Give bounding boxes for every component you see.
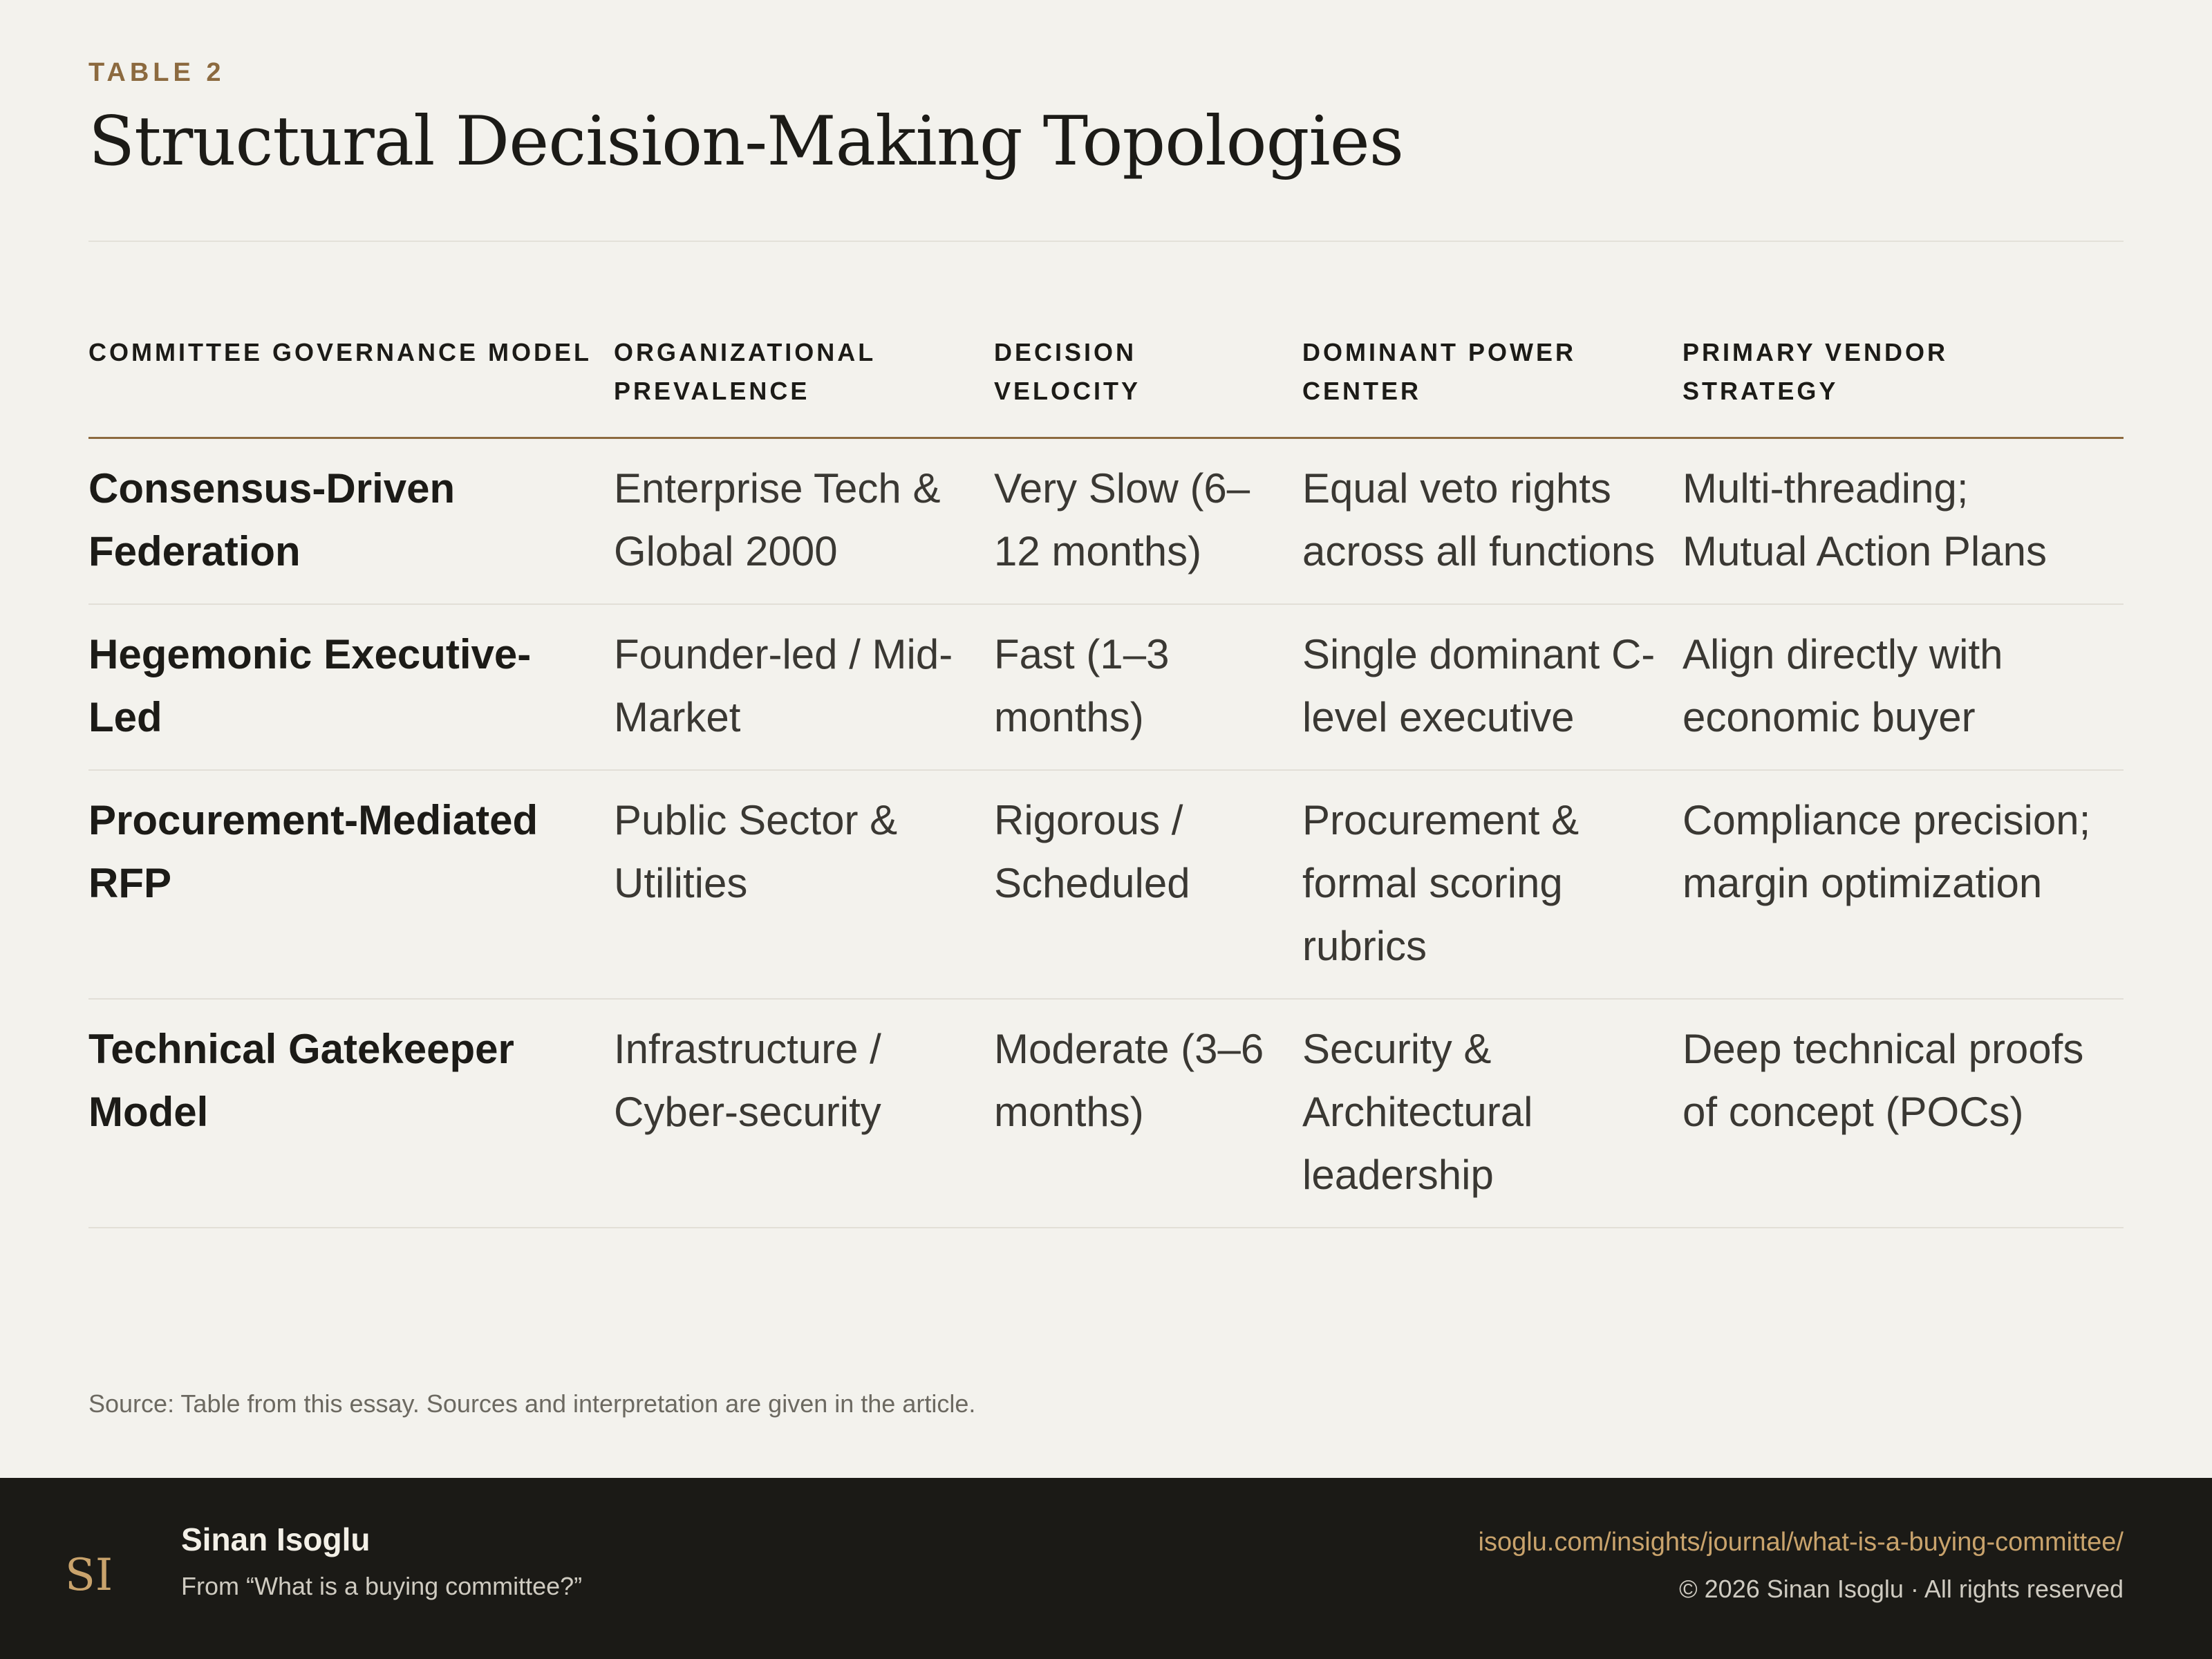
footer [0, 1478, 2212, 1659]
logo-text: SI [65, 1550, 113, 1601]
governance-model-cell: Procurement-Mediated RFP [88, 770, 614, 999]
si-monogram-icon [62, 1541, 124, 1604]
copyright-notice: © 2026 Sinan Isoglu · All rights reserved [1679, 1575, 2124, 1603]
governance-model-cell: Technical Gatekeeper Model [88, 999, 614, 1228]
column-header-vendor-strategy: PRIMARY VENDOR STRATEGY [1683, 333, 2124, 438]
velocity-cell: Rigorous / Scheduled [994, 770, 1302, 999]
governance-model-cell: Hegemonic Executive-Led [88, 604, 614, 770]
power-center-cell: Procurement & formal scoring rubrics [1302, 770, 1683, 999]
column-header-power-center: DOMINANT POWER CENTER [1302, 333, 1683, 438]
power-center-cell: Equal veto rights across all functions [1302, 438, 1683, 605]
prevalence-cell: Enterprise Tech & Global 2000 [614, 438, 994, 605]
prevalence-cell: Founder-led / Mid-Market [614, 604, 994, 770]
vendor-strategy-cell: Align directly with economic buyer [1683, 604, 2124, 770]
velocity-cell: Moderate (3–6 months) [994, 999, 1302, 1228]
prevalence-cell: Public Sector & Utilities [614, 770, 994, 999]
table-row [88, 438, 2124, 605]
author-name: Sinan Isoglu [181, 1521, 371, 1557]
power-center-cell: Security & Architectural leadership [1302, 999, 1683, 1228]
vendor-strategy-cell: Compliance precision; margin optimization [1683, 770, 2124, 999]
power-center-cell: Single dominant C-level executive [1302, 604, 1683, 770]
governance-model-cell: Consensus-Driven Federation [88, 438, 614, 605]
vendor-strategy-cell: Deep technical proofs of concept (POCs) [1683, 999, 2124, 1228]
article-reference: From “What is a buying committee?” [181, 1572, 583, 1600]
page-title: Structural Decision-Making Topologies [88, 102, 1403, 181]
source-note: Source: Table from this essay. Sources and interpretation are given in the article. [88, 1389, 976, 1418]
topologies-table [88, 333, 2124, 1228]
column-header-governance-model: COMMITTEE GOVERNANCE MODEL [88, 333, 614, 438]
column-header-prevalence: ORGANIZATIONAL PREVALENCE [614, 333, 994, 438]
table-row [88, 999, 2124, 1228]
table-row [88, 604, 2124, 770]
table-header-row [88, 333, 2124, 438]
velocity-cell: Fast (1–3 months) [994, 604, 1302, 770]
column-header-velocity: DECISION VELOCITY [994, 333, 1302, 438]
table-label: TABLE 2 [88, 58, 225, 87]
prevalence-cell: Infrastructure / Cyber-security [614, 999, 994, 1228]
table-row [88, 770, 2124, 999]
title-divider [88, 241, 2124, 242]
velocity-cell: Very Slow (6–12 months) [994, 438, 1302, 605]
article-link[interactable]: isoglu.com/insights/journal/what-is-a-buying-committee/ [1478, 1528, 2124, 1557]
vendor-strategy-cell: Multi-threading; Mutual Action Plans [1683, 438, 2124, 605]
